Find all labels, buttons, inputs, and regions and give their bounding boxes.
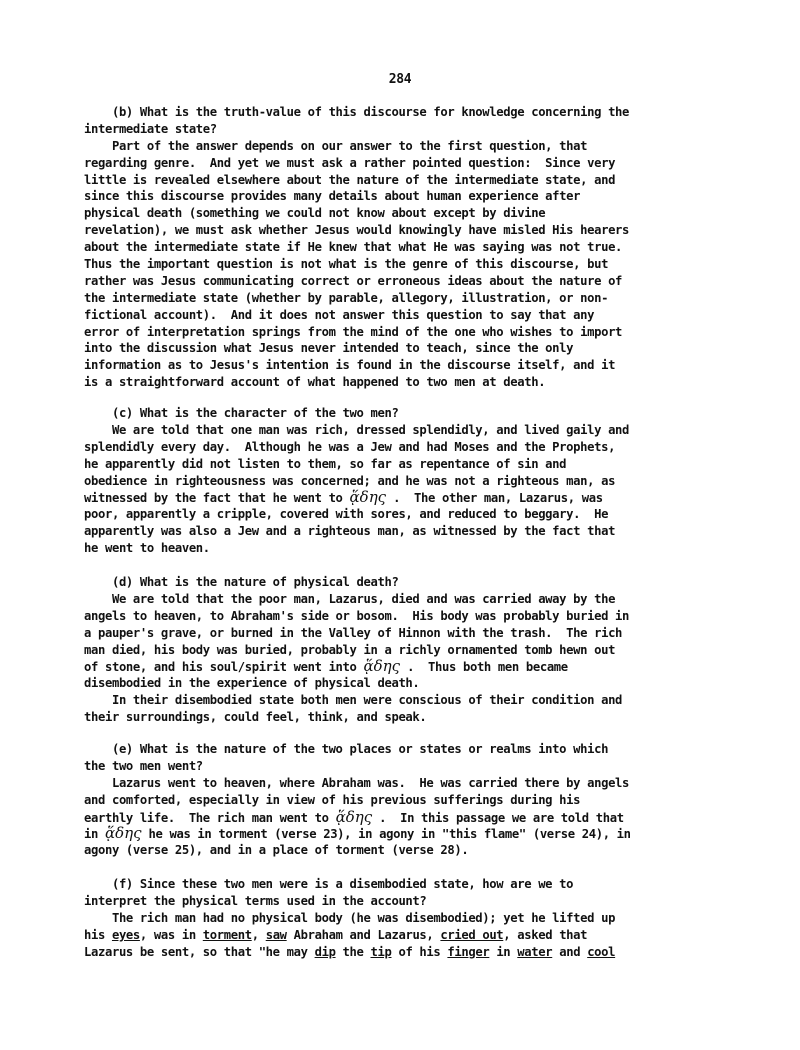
section-e-places bbox=[84, 741, 744, 859]
text-line bbox=[84, 104, 744, 121]
text-run: physical death (something we could not know about except by divine bbox=[84, 206, 546, 221]
text-run: he went to heaven. bbox=[84, 541, 210, 556]
text-run: regarding genre. And yet we must ask a rather pointed question: Since very bbox=[84, 155, 616, 170]
text-line bbox=[84, 574, 744, 591]
text-run: and bbox=[552, 944, 588, 959]
underlined-term: cried out bbox=[440, 927, 504, 942]
text-line bbox=[84, 741, 744, 758]
text-line bbox=[84, 188, 744, 205]
text-run: . Thus both men became bbox=[400, 660, 568, 675]
text-line bbox=[84, 422, 744, 439]
text-run: about the intermediate state if He knew that what He was saying was not true. bbox=[84, 240, 623, 255]
text-run: of stone, and his soul/spirit went into bbox=[84, 660, 364, 675]
greek-word-hades: ᾅδης bbox=[363, 657, 401, 676]
text-run: (e) What is the nature of the two places or states or realms into which bbox=[84, 742, 609, 756]
text-line bbox=[84, 523, 744, 540]
text-run: is a straightforward account of what happened to two men at death. bbox=[84, 375, 546, 390]
text-line bbox=[84, 357, 744, 374]
underlined-term: saw bbox=[265, 927, 287, 942]
text-run: witnessed by the fact that he went to bbox=[84, 491, 350, 506]
text-run: , was in bbox=[139, 927, 203, 942]
text-run: man died, his body was buried, probably in a richly ornamented tomb hewn out bbox=[84, 642, 616, 657]
text-run: , asked that bbox=[503, 927, 588, 942]
text-run: intermediate state? bbox=[84, 121, 217, 136]
underlined-term: dip bbox=[314, 944, 336, 959]
text-run: interpret the physical terms used in the account? bbox=[84, 893, 427, 908]
text-run: In their disembodied state both men were conscious of their condition and bbox=[84, 693, 623, 708]
underlined-term: finger bbox=[447, 944, 490, 959]
text-run: We are told that the poor man, Lazarus, died and was carried away by the bbox=[84, 591, 616, 606]
text-run: earthly life. The rich man went to bbox=[84, 810, 336, 825]
text-line bbox=[84, 758, 744, 775]
text-run: revelation), we must ask whether Jesus would knowingly have misled His hearers bbox=[84, 223, 630, 238]
text-run: his bbox=[84, 927, 112, 942]
text-line bbox=[84, 473, 744, 490]
text-run: error of interpretation springs from the mind of the one who wishes to import bbox=[84, 324, 623, 339]
text-run: . In this passage we are told that bbox=[372, 810, 624, 825]
text-run: the intermediate state (whether by parable, allegory, illustration, or non- bbox=[84, 290, 609, 305]
text-run: since this discourse provides many details about human experience after bbox=[84, 189, 581, 204]
text-line bbox=[84, 842, 744, 859]
text-line bbox=[84, 307, 744, 324]
text-run: agony (verse 25), and in a place of torment (verse 28). bbox=[84, 843, 469, 858]
underlined-term: torment bbox=[202, 927, 252, 942]
text-run: splendidly every day. Although he was a Jew and had Moses and the Prophets, bbox=[84, 439, 616, 454]
text-line bbox=[84, 658, 744, 675]
text-line bbox=[84, 172, 744, 189]
greek-word-hades: ᾅδης bbox=[349, 488, 387, 507]
greek-word-hades: ᾅδης bbox=[335, 807, 373, 826]
text-run: Thus the important question is not what is the genre of this discourse, but bbox=[84, 257, 609, 272]
text-line bbox=[84, 675, 744, 692]
text-run: Part of the answer depends on our answer to the first question, that bbox=[84, 138, 588, 153]
text-line bbox=[84, 692, 744, 709]
text-line bbox=[84, 222, 744, 239]
text-run: fictional account). And it does not answer this question to say that any bbox=[84, 307, 595, 322]
text-run: Abraham and Lazarus, bbox=[286, 927, 441, 942]
text-run: We are told that one man was rich, dressed splendidly, and lived gaily and bbox=[84, 422, 630, 437]
text-line bbox=[84, 439, 744, 456]
text-run: (d) What is the nature of physical death? bbox=[84, 575, 399, 589]
text-line bbox=[84, 927, 744, 944]
text-line bbox=[84, 591, 744, 608]
text-line bbox=[84, 540, 744, 557]
text-run: in bbox=[489, 944, 518, 959]
text-run: Lazarus went to heaven, where Abraham was. He was carried there by angels bbox=[84, 775, 630, 790]
text-run: the two men went? bbox=[84, 758, 203, 773]
text-line bbox=[84, 290, 744, 307]
text-run: , bbox=[251, 927, 266, 942]
text-run: . The other man, Lazarus, was bbox=[386, 491, 603, 506]
text-line bbox=[84, 792, 744, 809]
text-line bbox=[84, 205, 744, 222]
text-line bbox=[84, 121, 744, 138]
page-number: 284 bbox=[388, 72, 412, 87]
text-run: The rich man had no physical body (he was disembodied); yet he lifted up bbox=[84, 910, 616, 925]
text-line bbox=[84, 910, 744, 927]
text-line bbox=[84, 256, 744, 273]
text-run: into the discussion what Jesus never intended to teach, since the only bbox=[84, 341, 574, 356]
underlined-term: water bbox=[517, 944, 553, 959]
text-line bbox=[84, 825, 744, 842]
text-line bbox=[84, 625, 744, 642]
text-line bbox=[84, 405, 744, 422]
text-line bbox=[84, 324, 744, 341]
text-run: he was in torment (verse 23), in agony in "this flame" (verse 24), in bbox=[141, 827, 631, 842]
text-run: rather was Jesus communicating correct or erroneous ideas about the nature of bbox=[84, 273, 623, 288]
text-line bbox=[84, 608, 744, 625]
text-run: their surroundings, could feel, think, and speak. bbox=[84, 710, 427, 725]
text-line bbox=[84, 489, 744, 506]
text-line bbox=[84, 456, 744, 473]
text-run: of his bbox=[391, 944, 448, 959]
text-line bbox=[84, 642, 744, 659]
text-run: obedience in righteousness was concerned; and he was not a righteous man, as bbox=[84, 473, 616, 488]
text-run: (f) Since these two men were is a disembodied state, how are we to bbox=[84, 877, 574, 891]
text-run: angels to heaven, to Abraham's side or bosom. His body was probably buried in bbox=[84, 608, 630, 623]
underlined-term: eyes bbox=[111, 927, 140, 942]
underlined-term: cool bbox=[587, 944, 616, 959]
text-run: the bbox=[335, 944, 371, 959]
text-run: and comforted, especially in view of his previous sufferings during his bbox=[84, 792, 581, 807]
greek-word-hades: ᾅδης bbox=[104, 824, 142, 843]
text-line bbox=[84, 138, 744, 155]
text-run: Lazarus be sent, so that "he may bbox=[84, 944, 315, 959]
text-run: (b) What is the truth-value of this discourse for knowledge concerning the bbox=[84, 105, 630, 119]
text-run: poor, apparently a cripple, covered with sores, and reduced to beggary. He bbox=[84, 507, 609, 522]
text-run: a pauper's grave, or burned in the Valley of Hinnon with the trash. The rich bbox=[84, 625, 623, 640]
section-f-physical-terms bbox=[84, 876, 744, 960]
text-line bbox=[84, 155, 744, 172]
section-d-physical-death bbox=[84, 574, 744, 726]
text-line bbox=[84, 506, 744, 523]
section-c-character bbox=[84, 405, 744, 557]
text-line bbox=[84, 944, 744, 961]
text-run: little is revealed elsewhere about the nature of the intermediate state, and bbox=[84, 172, 616, 187]
text-run: he apparently did not listen to them, so far as repentance of sin and bbox=[84, 456, 567, 471]
text-line bbox=[84, 893, 744, 910]
text-line bbox=[84, 876, 744, 893]
text-run: in bbox=[84, 827, 105, 842]
text-line bbox=[84, 775, 744, 792]
text-line bbox=[84, 374, 744, 391]
text-run: information as to Jesus's intention is found in the discourse itself, and it bbox=[84, 358, 616, 373]
text-line bbox=[84, 340, 744, 357]
section-b-truth-value bbox=[84, 104, 744, 391]
text-run: (c) What is the character of the two men? bbox=[84, 406, 399, 420]
text-line bbox=[84, 239, 744, 256]
text-run: apparently was also a Jew and a righteous man, as witnessed by the fact that bbox=[84, 524, 616, 539]
underlined-term: tip bbox=[370, 944, 392, 959]
text-line bbox=[84, 273, 744, 290]
text-line bbox=[84, 709, 744, 726]
text-run: disembodied in the experience of physical death. bbox=[84, 676, 420, 691]
text-line bbox=[84, 809, 744, 826]
